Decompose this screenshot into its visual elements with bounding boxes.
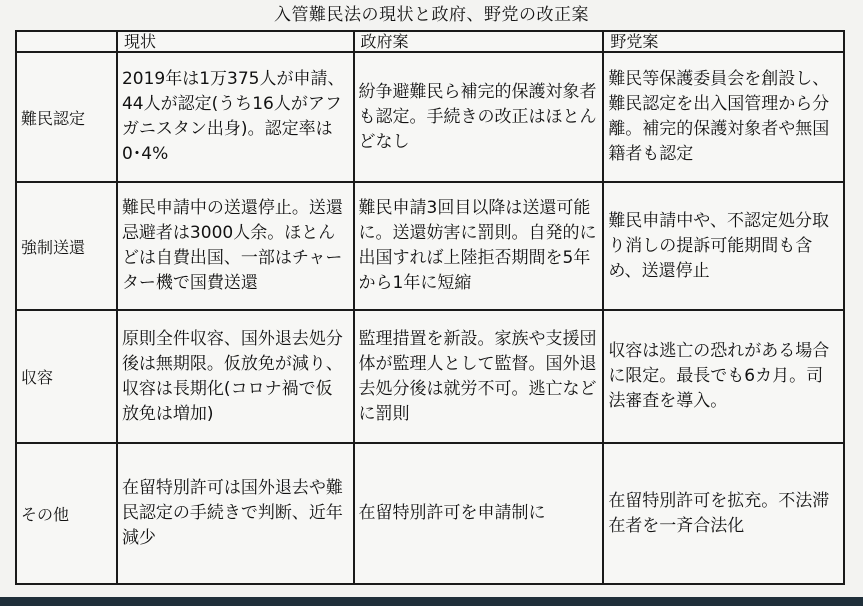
table-row [16,182,844,310]
row-label-other: その他 [16,443,117,584]
table-row [16,443,844,584]
cell-government: 紛争避難民ら補完的保護対象者も認定。手続きの改正はほとんどなし [354,52,604,182]
header-blank-cell [16,31,117,52]
header-current: 現状 [117,31,354,52]
row-label-deportation: 強制送還 [16,182,117,310]
row-label-detention: 収容 [16,310,117,443]
bottom-bar [0,597,863,606]
table-title: 入管難民法の現状と政府、野党の改正案 [274,5,589,25]
cell-opposition: 収容は逃亡の恐れがある場合に限定。最長でも6カ月。司法審査を導入。 [603,310,844,443]
comparison-table [15,30,845,585]
cell-current: 原則全件収容、国外退去処分後は無期限。仮放免が減り、収容は長期化(コロナ禍で仮放免は増加) [117,310,354,443]
table-row [16,310,844,443]
header-government: 政府案 [354,31,604,52]
header-row [16,31,844,52]
cell-current: 2019年は1万375人が申請、44人が認定(うち16人がアフガニスタン出身)。認定率は0･4% [117,52,354,182]
cell-opposition: 難民申請中や、不認定処分取り消しの提訴可能期間も含め、送還停止 [603,182,844,310]
cell-opposition: 難民等保護委員会を創設し、難民認定を出入国管理から分離。補完的保護対象者や無国籍者も認定 [603,52,844,182]
cell-current: 在留特別許可は国外退去や難民認定の手続きで判断、近年減少 [117,443,354,584]
table-row [16,52,844,182]
row-label-refugee-recognition: 難民認定 [16,52,117,182]
cell-opposition: 在留特別許可を拡充。不法滞在者を一斉合法化 [603,443,844,584]
header-opposition: 野党案 [603,31,844,52]
cell-government: 在留特別許可を申請制に [354,443,604,584]
cell-current: 難民申請中の送還停止。送還忌避者は3000人余。ほとんどは自費出国、一部はチャーター機で国費送還 [117,182,354,310]
cell-government: 監理措置を新設。家族や支援団体が監理人として監督。国外退去処分後は就労不可。逃亡などに罰則 [354,310,604,443]
cell-government: 難民申請3回目以降は送還可能に。送還妨害に罰則。自発的に出国すれば上陸拒否期間を5年から1年に短縮 [354,182,604,310]
